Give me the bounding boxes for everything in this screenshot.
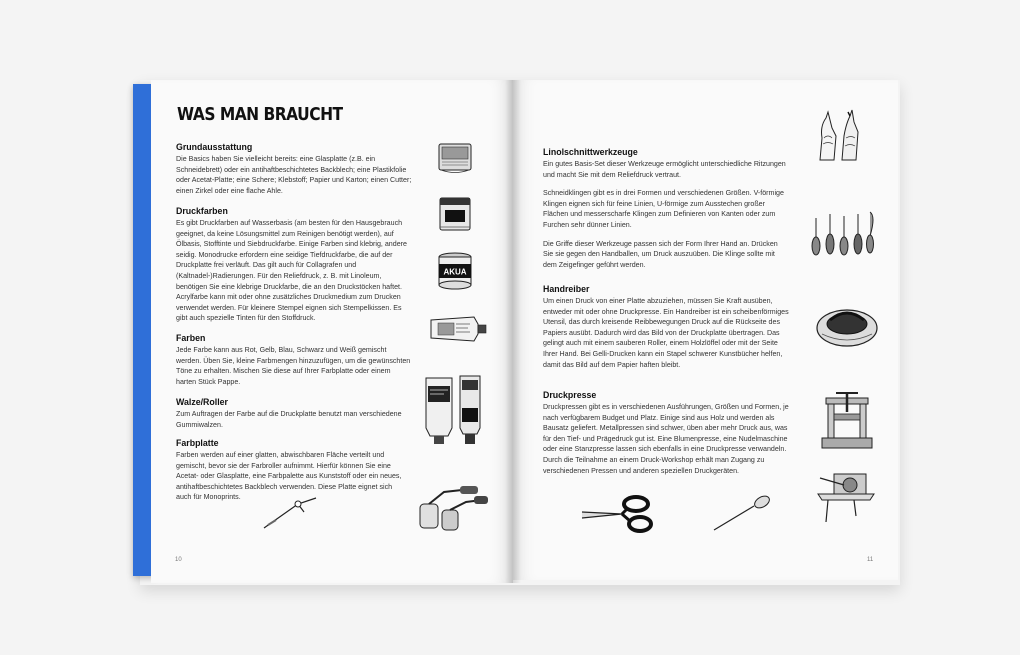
brayer-rollers-illustration (414, 484, 490, 534)
section-text: Jede Farbe kann aus Rot, Gelb, Blau, Schwarz und Weiß gemischt werden. Üben Sie, kleine Farbmengen hinzuzufügen, um die gewünschten Töne zu erhalten. Mischen Sie diese auf Ihrer Farbplatte oder einem harten Stück Pappe. (176, 346, 411, 386)
section-text: Farben werden auf einer glatten, abwischbaren Fläche verteilt und gemischt, bevor sie der Farbroller aufnimmt. Hierfür können Sie eine Acetat- oder Glasplatte, eine Farbpalette aus Kunststoff oder ein neues, antihaftbeschichtetes Backblech verwenden. Diese Platte eignet sich auch für Monoprints. (176, 451, 402, 502)
glass-plate-illustration (435, 138, 475, 178)
section-heading: Walze/Roller (176, 397, 228, 407)
scissors-illustration (578, 494, 658, 534)
section-druckfarben (176, 206, 414, 332)
section-heading: Farben (176, 333, 206, 343)
section-heading: Handreiber (543, 284, 590, 294)
section-heading: Linolschnittwerkzeuge (543, 147, 638, 157)
section-heading: Farbplatte (176, 438, 219, 448)
paint-tube-illustration (428, 312, 490, 346)
section-text: Um einen Druck von einer Platte abzuziehen, müssen Sie Kraft ausüben, entweder mit oder ohne Druckpresse. Ein Handreiber ist ein scheibenförmiges Utensil, das durch kreisende Reibbewegungen Druck auf die Rückseite des Papiers ausübt. Dadurch wird das Bild von der Druckplatte übertragen. Das gelingt auch mit einem sauberen Roller, einem Holzlöffel oder mit der Seite Ihrer Hand. Bei Gelli-Drucken kann ein Stapel schwerer Kunstbücher helfen, damit das Bild auf dem Papier haften bleibt. (543, 297, 789, 369)
ink-tin-illustration (435, 250, 475, 292)
ink-jar-illustration (436, 194, 474, 234)
section-text: Ein gutes Basis-Set dieser Werkzeuge ermöglicht unterschiedliche Ritzungen und macht Sie mit dem Reliefdruck vertraut. (543, 160, 786, 179)
section-linolschnittwerkzeuge (543, 147, 788, 278)
hands-illustration (812, 108, 866, 164)
book-press-illustration (818, 390, 876, 452)
section-handreiber (543, 284, 791, 378)
compass-illustration (260, 492, 320, 532)
linocut-tools-illustration (808, 208, 878, 258)
section-heading: Druckpresse (543, 390, 597, 400)
book-gutter (505, 80, 521, 583)
section-text: Zum Auftragen der Farbe auf die Druckplatte benutzt man verschiedene Gummiwalzen. (176, 410, 402, 429)
section-walze-roller (176, 397, 412, 438)
section-heading: Grundausstattung (176, 142, 253, 152)
section-grundausstattung (176, 142, 416, 204)
section-heading: Druckfarben (176, 206, 228, 216)
etching-press-illustration (814, 464, 878, 526)
ink-tin-label: AKUA (443, 267, 467, 277)
page-title: WAS MAN BRAUCHT (177, 104, 343, 125)
page-number-right: 11 (867, 557, 874, 563)
section-text: Die Griffe dieser Werkzeuge passen sich der Form Ihrer Hand an. Drücken Sie sie gegen den Handballen, um Druck auszuüben. Die Klinge sollte mit dem Zeigefinger geführt werden. (543, 239, 778, 269)
section-text: Die Basics haben Sie vielleicht bereits: eine Glasplatte (z.B. ein Schneidebrett) oder ein antihaftbeschichtetes Backblech; eine Plastikfolie oder Acetat-Platte; eine Schere; Klebstoff; Papier und Karton; einen Cutter; einen Zirkel oder eine flache Ahle. (176, 155, 412, 195)
section-druckpresse (543, 390, 791, 484)
page-number-left: 10 (175, 557, 182, 563)
section-text: Druckpressen gibt es in verschiedenen Ausführungen, Größen und Formen, je nach verfügbarem Budget und Platz. Einige sind aus Holz und werden als Bausatz geliefert. Metallpressen sind schwer, üben aber mehr Druck aus, was für den Tief- und Prägedruck gut ist. Eine Blumenpresse, eine Nudelmaschine oder eine Stanzpresse lassen sich ebenfalls in eine Druckpresse verwandeln. Durch die Teilnahme an einem Druck-Workshop erhält man Zugang zu verschiedenen Pressen und anderen speziellen Druckgeräten. (543, 403, 789, 475)
baren-illustration (812, 300, 882, 350)
section-text: Schneidklingen gibt es in drei Formen und verschiedenen Größen. V-förmige Klingen eignen sich für feine Linien, U-förmige zum Ausstechen großer Flächen und messerscharfe Klingen zum Definieren von Kanten oder zum Furchen sehr dünner Linien. (543, 189, 784, 229)
paint-tubes-illustration (420, 372, 486, 448)
awl-illustration (710, 494, 772, 534)
section-farben (176, 333, 412, 395)
section-text: Es gibt Druckfarben auf Wasserbasis (am besten für den Hausgebrauch geeignet, da keine Lösungsmittel zum Reinigen benötigt werden), auf Ölbasis, Stofftinte und Siebdruckfarbe. Einige Farben sind klebrig, andere seidig. Monodrucke erfordern eine seidige Tiefdruckfarbe, die auf der Druckplatte frei verläuft. Das gilt auch für Collagrafen und (Kaltnadel-)Radierungen. Für den Reliefdruck, z. B. mit Linoleum, benötigen Sie eine klebrige Druckfarbe, die an den Druckstöcken haftet. Acrylfarbe kann mit oder ohne zusätzliches Druckmedium zum Drucken verwendet werden. Für kleinere Stempel eignen sich Stempelkissen. Es gibt auch spezielle Tinten für den Stoffdruck. (176, 219, 407, 323)
